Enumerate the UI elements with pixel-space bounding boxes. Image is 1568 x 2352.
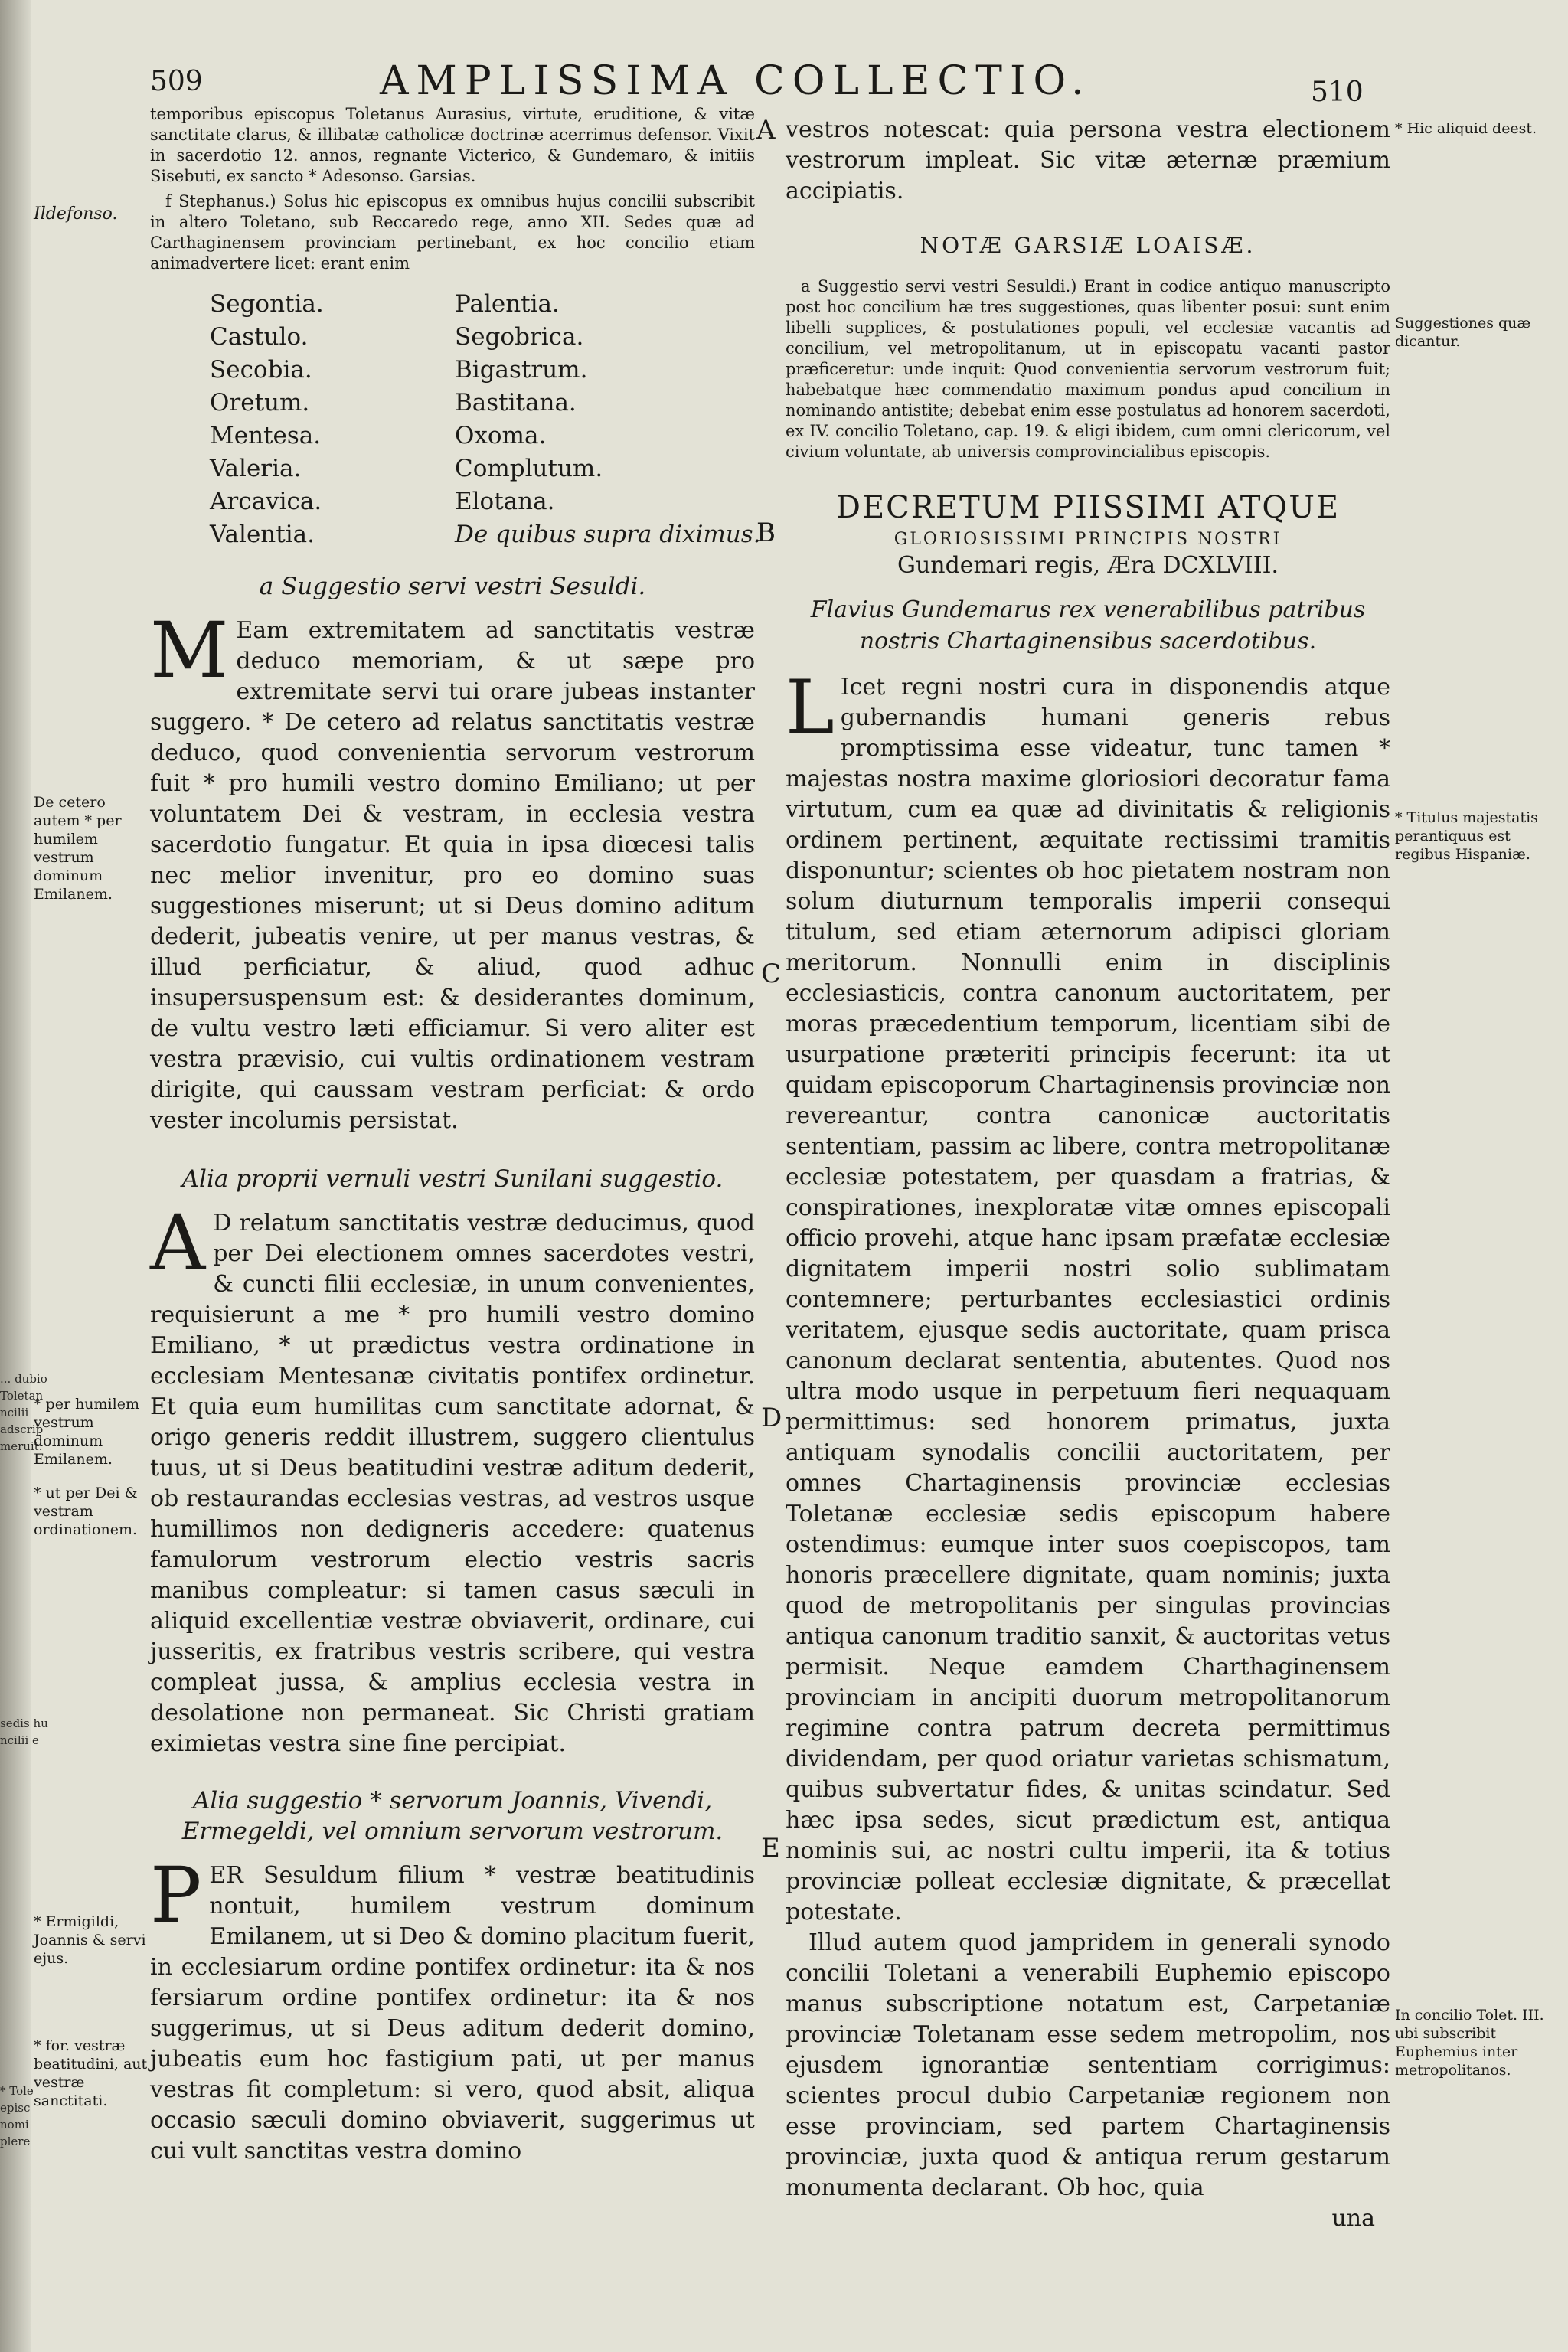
drop-cap: A (150, 1198, 206, 1288)
margin-note: In concilio Tolet. III. ubi subscribit Euphemius inter metropolitanos. (1395, 2007, 1544, 2079)
right-column (786, 115, 1390, 2234)
margin-note: De cetero autem * per humilem vestrum dominum Emilanem. (34, 794, 122, 903)
edge-scrap: meruit. (0, 1439, 43, 1453)
margin-note: * ut per Dei & vestram ordinationem. (34, 1485, 138, 1538)
list-item: Oretum. (210, 389, 310, 416)
section-letter: C (761, 959, 782, 989)
drop-cap: P (150, 1851, 202, 1940)
list-item: Valeria. (210, 455, 302, 482)
margin-note: * per humilem vestrum dominum Emilanem. (34, 1396, 139, 1468)
list-item: Valentia. (210, 521, 315, 548)
decree-subtitle: GLORIOSISSIMI PRINCIPIS NOSTRI (893, 530, 1282, 549)
paragraph-text: ER Sesuldum filium * vestræ beatitudinis nontuit, humilem vestrum dominum Emilanem, ut si Deo & domino placitum fuerit, in ecclesiarum ordine pontifex ordinetur: ita & nos fersiarum ordine pontifex ordinetur: ita & nos suggerimus, ut si Deus aditum dederit domino, jubeatis eum hoc fastigium pati, ut per manus vestras fit completum: si vero, quod absit, aliqua occasio sæculi domino obviaverit, suggerimus ut cui vult sanctitas vestra domino (150, 1862, 755, 2164)
sees-list (210, 288, 761, 551)
sees-list-left (210, 288, 455, 551)
section-heading: a Suggestio servi vestri Sesuldi. (259, 573, 646, 600)
sees-list-right (455, 288, 761, 551)
paragraph (150, 606, 755, 1136)
drop-cap: M (150, 606, 229, 695)
note-text: a Suggestio servi vestri Sesuldi.) Erant in codice antiquo manuscripto post hoc concilium hæ tres suggestiones, quas libenter posui: sunt enim libelli supplices, & postulationes populi, vel ecclesiæ vacantis ad concilium, vel metropolitanum, ut in episcopatu vacanti pastor præficeretur: unde inquit: Quod convenientia servorum vestrorum fuit; habebatque hæc commendatio maximum pondus apud concilium in nominando antistite; debebat enim esse postulatus ad honorem sacerdoti, ex IV. concilio Toletano, cap. 19. & eligi ibidem, cum omni clericorum, vel civium voluntate, ab universis comprovincialibus episcopis. (786, 277, 1390, 461)
paragraph-text: D relatum sanctitatis vestræ deducimus, quod per Dei electionem omnes sacerdotes vestri, & cuncti filii ecclesiæ, in unum convenientes, requisierunt a me * pro humili vestro domino Emiliano, * ut prædictus vestra ordinatione in ecclesiam Mentesanæ civitatis pontifex ordinetur. Et quia eum humilitas cum sanctitate adornat, & origo generis reddit illustrem, suggero clientulus tuus, ut si Deus beatitudini vestræ aditum dederit, ob restaurandas ecclesias vestras, ad vestros usque humillimos non dedigneris accedere: quatenus famulorum vestrorum electio vestris sacris manibus compleatur: si tamen casus sæculi in aliquid excellentiæ vestræ obviaverit, ordinare, cui jusseritis, ex fratribus vestris scribere, qui vestra compleat jussa, & amplius ecclesia vestra in desolatione non permaneat. Sic Christi gratiam eximietas vestra sine fine percipiat. (150, 1210, 755, 1757)
drop-cap: L (786, 665, 835, 750)
list-item: Castulo. (210, 323, 309, 351)
list-item: Bigastrum. (455, 356, 588, 384)
paragraph-text: vestros notescat: quia persona vestra electionem vestrorum impleat. Sic vitæ æternæ præmium accipiatis. (786, 116, 1390, 204)
list-item: Bastitana. (455, 389, 577, 416)
note-text: temporibus episcopus Toletanus Aurasius, virtute, eruditione, & vitæ sanctitate clarus, & illibatæ catholicæ doctrinæ acerrimus defensor. Vixit in sacerdotio 12. annos, regnante Victerico, & Gundemaro, & initiis Sisebuti, ex sancto * Adesonso. Garsias. (150, 105, 755, 185)
edge-scrap: ... dubio (0, 1372, 47, 1386)
section-letter: E (761, 1833, 780, 1864)
edge-scrap: adscrip (0, 1423, 44, 1436)
gutter-shadow (0, 0, 48, 2352)
edge-scrap: sedis hu (0, 1717, 48, 1730)
list-item: Segontia. (210, 290, 324, 318)
list-item: Mentesa. (210, 422, 322, 449)
decree-title: DECRETUM PIISSIMI ATQUE (835, 490, 1341, 525)
margin-note: Suggestiones quæ dicantur. (1395, 315, 1531, 350)
margin-note: * Ermigildi, Joannis & servi ejus. (34, 1913, 146, 1967)
list-item: Palentia. (455, 290, 560, 318)
edge-scrap: plere (0, 2135, 31, 2148)
list-item: Elotana. (455, 488, 555, 515)
right-page-number: 510 (1311, 77, 1364, 108)
note-text: f Stephanus.) Solus hic episcopus ex omnibus hujus concilii subscribit in altero Toletano, sub Reccaredo rege, anno XII. Sedes quæ ad Carthaginensem provinciam pertinebant, ex hoc concilio etiam animadvertere licet: erant enim (150, 192, 755, 273)
edge-scrap: episc (0, 2101, 31, 2115)
list-item: Complutum. (455, 455, 603, 482)
left-page-number: 509 (150, 66, 203, 97)
margin-note: Ildefonso. (34, 204, 118, 224)
list-item: Segobrica. (455, 323, 584, 351)
list-item: Oxoma. (455, 422, 547, 449)
list-item: Secobia. (210, 356, 312, 384)
list-item: Arcavica. (210, 488, 322, 515)
margin-note: * Hic aliquid deest. (1395, 120, 1537, 137)
edge-scrap: nomi (0, 2118, 29, 2132)
paragraph (786, 665, 1390, 1928)
edge-scrap: * Tole (0, 2084, 34, 2098)
decree-address: Flavius Gundemarus rex venerabilibus patribus nostris Chartaginensibus sacerdotibus. (810, 596, 1366, 655)
edge-scrap: Toletan (0, 1389, 44, 1403)
section-heading: Alia proprii vernuli vestri Sunilani suggestio. (181, 1165, 724, 1193)
edge-scrap: ncilii e (0, 1733, 39, 1747)
edge-scrap: ncilii (0, 1406, 29, 1419)
decree-subtitle: Gundemari regis, Æra DCXLVIII. (897, 552, 1279, 579)
paragraph (150, 1198, 755, 1759)
section-letter: D (761, 1403, 782, 1433)
catchword: una (1331, 2205, 1375, 2232)
section-heading: Alia suggestio * servorum Joannis, Vivendi, Ermegeldi, vel omnium servorum vestrorum. (181, 1787, 724, 1845)
running-title: AMPLISSIMA COLLECTIO. (380, 58, 1092, 104)
paragraph-text: Eam extremitatem ad sanctitatis vestræ deduco memoriam, & ut sæpe pro extremitate servi tui orare jubeas instanter suggero. * De cetero ad relatus sanctitatis vestræ deduco, quod convenientia servorum vestrorum fuit * pro humili vestro domino Emiliano; ut per voluntatem Dei & vestram, in ecclesia vestra sacerdotio fungatur. Et quia in ipsa diœcesi talis nec melior invenitur, pro eo domino suas suggestiones miserunt; ut si Deus domino aditum dederit, jubeatis venire, ut per manus vestras, & illud perficiatur, & aliud, quod adhuc insupersuspensum est: & desiderantes dominum, de vultu vestro læti efficiamur. Si vero aliter est vestra prævisio, cui vultis ordinationem vestram dirigite, qui caussam vestram perficiat: & ordo vester incolumis persistat. (150, 617, 755, 1134)
paragraph-text: Icet regni nostri cura in disponendis atque gubernandis humani generis rebus promptissima esse videatur, tunc tamen * majestas nostra maxime gloriosiori decoratur fama virtutum, cum ea quæ ad divinitatis & religionis ordinem pertinent, æquitate rectissimi tramitis disponuntur; scientes ob hoc pietatem nostram non solum diuturnum temporalis imperii consequi titulum, sed etiam æternorum adipisci gloriam meritorum. Nonnulli enim in disciplinis ecclesiasticis, contra canonum auctoritatem, per moras præcedentium temporum, licentiam sibi de usurpatione præteriti principis fecerunt: ita ut quidam episcoporum Chartaginensis provinciæ non revereantur, contra canonicæ auctoritatis sententiam, passim ac libere, contra metropolitanæ ecclesiæ potestatem, per quasdam a fratrias, & conspirationes, inexploratæ vitæ omnes episcopali officio provehi, atque hanc ipsam præfatæ ecclesiæ dignitatem imperii nostri solio sublimatam contemnere; perturbantes ecclesiastici ordinis veritatem, ejusque sedis auctoritate, quam prisca canonum declarat sententia, abutentes. Quod nos ultra modo usque in perpetuum fieri nequaquam permittimus: sed honorem primatus, juxta antiquam synodalis concilii auctoritatem, per omnes Chartaginensis provinciæ ecclesias Toletanæ ecclesiæ sedis episcopum habere ostendimus: eumque inter suos coepiscopos, tam honoris præcellere dignitate, quam nominis; juxta quod de metropolitanis per singulas provincias antiqua canonum traditio sanxit, & auctoritas vetus permisit. Neque eamdem Charthaginensem provinciam in ancipiti duorum metropolitanorum regimine contra patrum decreta permittimus dividendam, per quod oriatur varietas schismatum, quibus subvertatur fides, & unitas scindatur. Sed hæc ipsa sedes, sicut prædictum est, antiqua nominis sui, ac nostri cultu imperii, ita & totius provinciæ polleat ecclesiæ dignitate, & præcellat potestate. (786, 674, 1390, 1926)
section-letter: A (756, 115, 776, 145)
section-letter: B (756, 518, 776, 548)
notes-title: NOTÆ GARSIÆ LOAISÆ. (920, 233, 1256, 258)
list-item: De quibus supra diximus. (455, 521, 761, 548)
margin-note: * Titulus majestatis perantiquus est regibus Hispaniæ. (1395, 809, 1538, 863)
paragraph-text: Illud autem quod jampridem in generali synodo concilii Toletani a venerabili Euphemio episcopo manus subscriptione notatum est, Carpetaniæ provinciæ Toletanam esse sedem metropolim, nos ejusdem ignorantiæ sententiam corrigimus: scientes procul dubio Carpetaniæ regionem non esse provinciam, sed partem Chartaginensis provinciæ, juxta quod & antiqua rerum gestarum monumenta declarant. Ob hoc, quia (786, 1929, 1390, 2201)
left-column (150, 104, 761, 2167)
paragraph (150, 1851, 755, 2167)
margin-note: * for. vestræ beatitudini, aut vestræ sanctitati. (34, 2037, 148, 2109)
